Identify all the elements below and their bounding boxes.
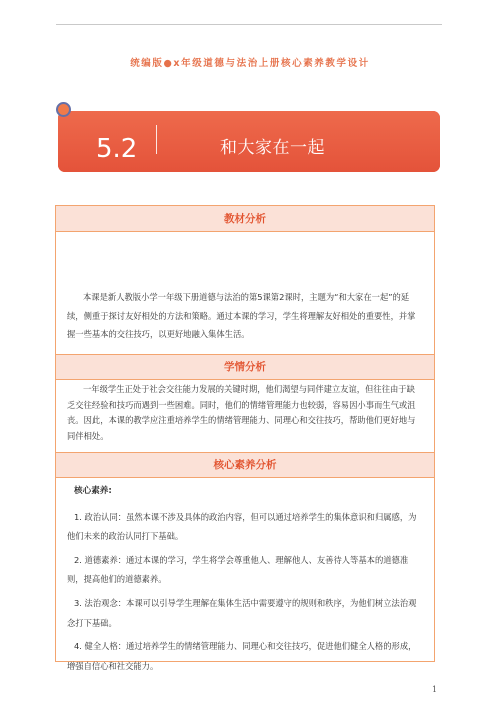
textbook-analysis-heading: 教材分析	[56, 206, 434, 232]
core-literacy-item: 2. 道德素养：通过本课的学习，学生将学会尊重他人、理解他人、友善待人等基本的道德准则，提高他们的道德素养。	[67, 554, 409, 585]
banner-divider	[156, 125, 157, 154]
core-literacy-panel	[55, 452, 435, 671]
page-number: 1	[432, 685, 438, 694]
core-literacy-label: 核心素养:	[74, 486, 112, 496]
banner-circle-ornament	[56, 102, 71, 117]
core-literacy-heading: 核心素养分析	[56, 453, 434, 478]
core-literacy-body	[56, 478, 434, 676]
learner-analysis-panel	[55, 354, 435, 453]
core-literacy-item: 3. 法治观念：本课可以引导学生理解在集体生活中需要遵守的规则和秩序，为他们树立法治观念打下基础。	[67, 597, 417, 628]
core-literacy-item: 4. 健全人格：通过培养学生的情绪管理能力、同理心和交往技巧，促进他们健全人格的形成，增强自信心和社交能力。	[67, 641, 417, 671]
textbook-analysis-panel	[55, 205, 435, 355]
learner-analysis-heading: 学情分析	[56, 355, 434, 380]
lesson-number: 5.2	[96, 134, 138, 164]
textbook-analysis-body: 本课是新人教版小学一年级下册道德与法治的第5课第2课时，主题为“和大家在一起”的延续，侧重于探讨友好相处的方法和策略。通过本课的学习，学生将理解友好相处的重要性，并掌握一些基本的交往技巧，以更好地融入集体生活。	[67, 292, 416, 339]
document-header: 统编版●x年级道德与法治上册核心素养教学设计	[130, 58, 370, 69]
top-rule	[56, 24, 442, 25]
lesson-title: 和大家在一起	[220, 138, 325, 158]
learner-analysis-body: 一年级学生正处于社会交往能力发展的关键时期，他们渴望与同伴建立友谊，但往往由于缺乏交往经验和技巧而遇到一些困难。同时，他们的情绪管理能力也较弱，容易因小事而生气或沮丧。因此，本课的教学应注重培养学生的情绪管理能力、同理心和交往技巧，帮助他们更好地与同伴相处。	[67, 384, 416, 442]
core-literacy-item: 1. 政治认同：虽然本课不涉及具体的政治内容，但可以通过培养学生的集体意识和归属感，为他们未来的政治认同打下基础。	[67, 511, 417, 542]
